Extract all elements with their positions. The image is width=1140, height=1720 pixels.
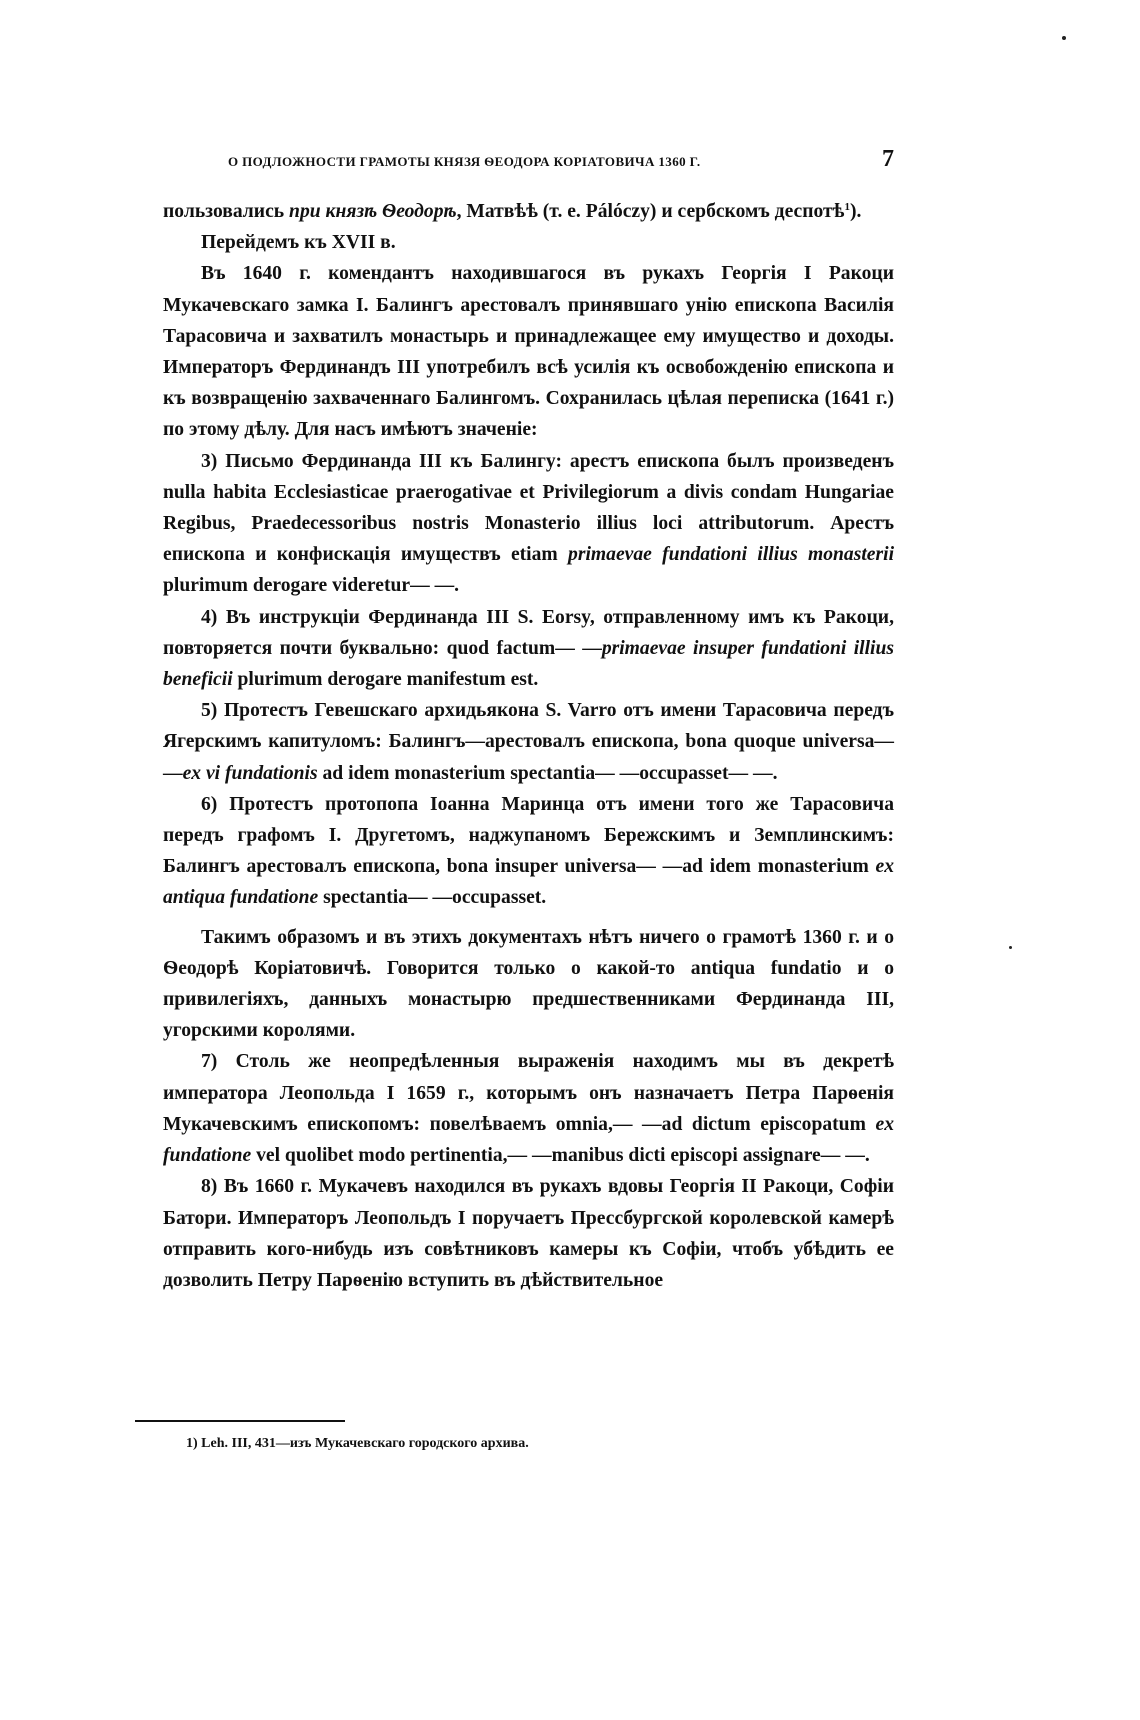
text-run: 4) Въ инструкціи Фердинанда III S. Eorsy, отправленному имъ къ Ракоци, повторяется почти буквально: quod factum— — — [163, 606, 894, 659]
text-run: ). — [849, 201, 862, 222]
paragraph-p9 — [163, 1171, 894, 1296]
text-run: 3) Письмо Фердинанда III къ Балингу: арестъ епископа былъ произведенъ nulla habita Ecclesiasticae praerogativae et Privilegiorum a divis condam Hungariae Regibus, Praedecessoribus nostris Monasterio illius loci attributorum. Арестъ епископа и конфискація имуществъ etiam — [163, 450, 894, 566]
text-run: пользовались — [163, 201, 290, 222]
italic-phrase: ex antiqua fundatione — [163, 856, 894, 909]
italic-phrase: primaevae insuper fundationi illius beneficii — [163, 637, 894, 691]
italic-phrase: при князѣ Ѳеодорѣ — [289, 201, 457, 222]
scan-speck — [1062, 36, 1066, 40]
text-run: plurimum derogare videretur— —. — [163, 575, 460, 597]
paragraph-p2 — [163, 258, 894, 445]
page-number: 7 — [882, 146, 894, 172]
text-run: 5) Протестъ Гевешскаго архидьякона S. Varro отъ имени Тарасовича передъ Ягерскимъ капитуломъ: Балингъ—арестовалъ епископа, bona quoque universa— — — [163, 700, 894, 784]
paragraph-p6 — [163, 789, 894, 914]
text-run: 8) Въ 1660 г. Мукачевъ находился въ рукахъ вдовы Георгія II Ракоци, Софіи Батори. Императоръ Леопольдъ I поручаетъ Прессбургской королевской камерѣ отправить кого-нибудь изъ совѣтниковъ камеры къ Софіи, чтобъ убѣдить ее дозволить Петру Парѳенію вступить въ дѣйствительное — [163, 1176, 894, 1291]
paragraph-p1 — [163, 227, 894, 258]
running-head: О ПОДЛОЖНОСТИ ГРАМОТЫ КНЯЗЯ ѲЕОДОРА КОРІАТОВИЧА 1360 Г. — [228, 154, 701, 169]
scan-speck — [1009, 946, 1012, 949]
text-run: ad idem monasterium spectantia— —occupasset— —. — [317, 762, 778, 784]
footnote-ref: 1 — [844, 201, 850, 213]
italic-phrase: primaevae fundationi illius monasterii — [568, 544, 895, 566]
page-header — [228, 146, 894, 180]
text-run: spectantia— —occupasset. — [318, 887, 547, 909]
text-run: Перейдемъ къ XVII в. — [201, 232, 396, 254]
paragraph-p4 — [163, 602, 894, 696]
text-run: Такимъ образомъ и въ этихъ документахъ нѣтъ ничего о грамотѣ 1360 г. и о Ѳеодорѣ Коріатовичѣ. Говорится только о какой-то antiqua fundatio и о привилегіяхъ, данныхъ монастырю предшественниками Фердинанда III, угорскими королями. — [163, 926, 894, 1042]
text-run: plurimum derogare manifestum est. — [232, 669, 539, 691]
footnote-rule — [135, 1420, 345, 1422]
italic-phrase: ex fundatione — [163, 1113, 894, 1167]
text-run: , Матвѣѣ (т. е. Pálóczy) и сербскомъ деспотѣ — [456, 201, 845, 222]
text-run: Въ 1640 г. комендантъ находившагося въ рукахъ Георгія I Ракоци Мукачевскаго замка I. Балингъ арестовалъ принявшаго унію епископа Василія Тарасовича и захватилъ монастырь и принадлежащее ему имущество и доходы. Императоръ Фердинандъ III употребилъ всѣ усилія къ освобожденію епископа и къ возвращенію захваченнаго Балингомъ. Сохранилась цѣлая переписка (1641 г.) по этому дѣлу. Для насъ имѣютъ значеніе: — [163, 263, 894, 441]
italic-phrase: ex vi fundationis — [182, 762, 318, 784]
text-run: 6) Протестъ протопопа Іоанна Маринца отъ имени того же Тарасовича передъ графомъ I. Другетомъ, наджупаномъ Бережскимъ и Земплинскимъ: Балингъ арестовалъ епископа, bona insuper universa— —ad idem monasterium — [163, 793, 894, 878]
paragraph-p3 — [163, 446, 894, 602]
footnote: 1) Leh. III, 431—изъ Мукачевскаго городского архива. — [186, 1436, 529, 1451]
text-run: vel quolibet modo pertinentia,— —manibus dicti episcopi assignare— —. — [251, 1145, 870, 1167]
text-run: 7) Столь же неопредѣленныя выраженія находимъ мы въ декретѣ императора Леопольда I 1659 г., которымъ онъ назначаетъ Петра Парѳенія Мукачевскимъ епископомъ: повелѣваемъ omnia,— —ad dictum episcopatum — [163, 1051, 894, 1135]
paragraph-p0 — [163, 196, 894, 227]
paragraph-p7 — [163, 922, 894, 1047]
paragraph-p8 — [163, 1046, 894, 1171]
paragraph-p5 — [163, 695, 894, 789]
body-text — [163, 196, 894, 1296]
